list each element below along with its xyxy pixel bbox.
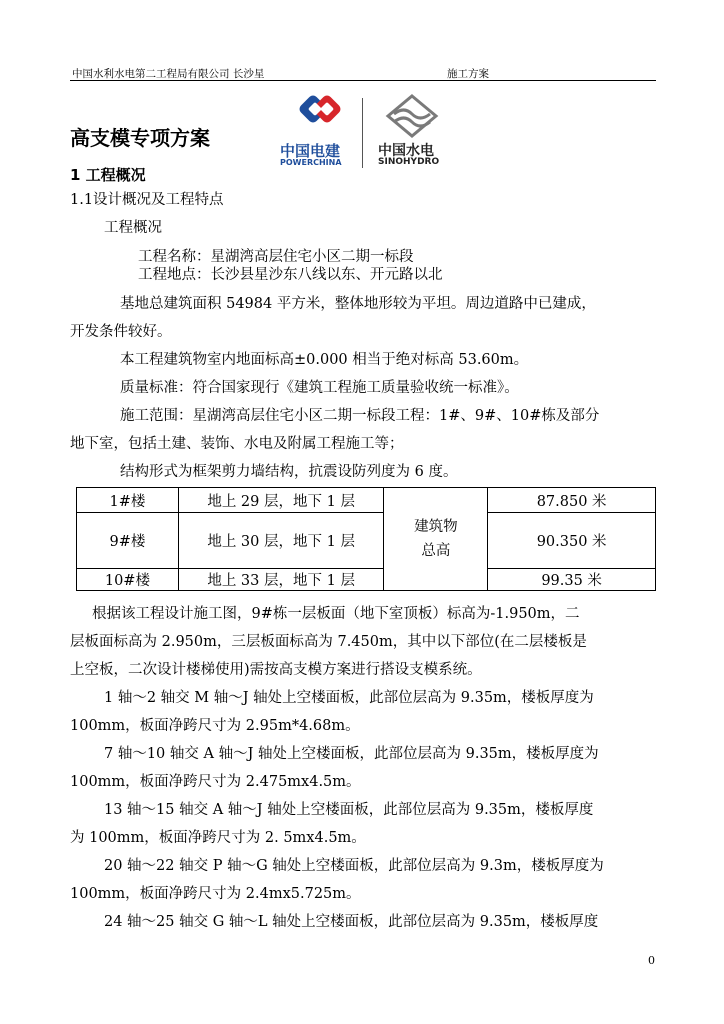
para-design-line2: 层板面标高为 2.950m，三层板面标高为 7.450m，其中以下部位(在二层楼板是	[70, 634, 587, 650]
powerchina-en-text: POWERCHINA	[280, 158, 342, 167]
building-cell: 9#楼	[77, 513, 179, 569]
para-structure: 结构形式为框架剪力墙结构，抗震设防列度为 6 度。	[120, 464, 458, 480]
page-number: 0	[648, 954, 655, 967]
item2-line2: 100mm，板面净跨尺寸为 2.475mx4.5m。	[70, 774, 361, 790]
item4-line1: 20 轴～22 轴交 P 轴～G 轴处上空楼面板，此部位层高为 9.3m，楼板厚度为	[104, 858, 604, 874]
para-scope-line2: 地下室，包括土建、装饰、水电及附属工程施工等；	[70, 436, 404, 452]
para-quality: 质量标准：符合国家现行《建筑工程施工质量验收统一标准》。	[120, 380, 519, 396]
item3-line1: 13 轴～15 轴交 A 轴～J 轴处上空楼面板，此部位层高为 9.35m，楼板厚度	[104, 802, 594, 818]
para-design-line3: 上空板，二次设计楼梯使用)需按高支模方案进行搭设支模系统。	[70, 662, 482, 678]
header-left: 中国水利水电第二工程局有限公司 长沙星	[72, 68, 265, 80]
merged-label-line2: 总高	[421, 543, 451, 559]
table-row	[77, 513, 656, 569]
height-cell: 99.35 米	[488, 569, 656, 591]
merged-height-label	[384, 488, 488, 591]
section-heading-1: 1 工程概况	[70, 166, 146, 184]
building-cell: 10#楼	[77, 569, 179, 591]
building-table	[76, 487, 656, 591]
table-row	[77, 488, 656, 513]
item1-line1: 1 轴～2 轴交 M 轴～J 轴处上空楼面板，此部位层高为 9.35m，楼板厚度为	[104, 690, 594, 706]
project-name: 工程名称：星湖湾高层住宅小区二期一标段	[138, 249, 414, 265]
floors-cell: 地上 29 层，地下 1 层	[178, 488, 384, 513]
sinohydro-mark-icon	[382, 94, 442, 138]
item3-line2: 为 100mm，板面净跨尺寸为 2. 5mx4.5m。	[70, 830, 366, 846]
floors-cell: 地上 33 层，地下 1 层	[178, 569, 384, 591]
section-heading-1-1: 1.1设计概况及工程特点	[70, 192, 224, 208]
building-cell: 1#楼	[77, 488, 179, 513]
item5-line1: 24 轴～25 轴交 G 轴～L 轴处上空楼面板，此部位层高为 9.35m，楼板厚度	[104, 914, 599, 930]
height-cell: 87.850 米	[488, 488, 656, 513]
sinohydro-cn-text: 中国水电	[378, 143, 434, 159]
document-title: 高支模专项方案	[70, 126, 210, 150]
project-location: 工程地点：长沙县星沙东八线以东、开元路以北	[138, 267, 443, 283]
merged-label-line1: 建筑物	[414, 519, 458, 535]
overview-heading: 工程概况	[104, 220, 162, 236]
header-right: 施工方案	[447, 68, 489, 80]
powerchina-cn-text: 中国电建	[280, 142, 341, 160]
item1-line2: 100mm，板面净跨尺寸为 2.95m*4.68m。	[70, 718, 360, 734]
para-design-line1: 根据该工程设计施工图，9#栋一层板面（地下室顶板）标高为-1.950m，二	[92, 606, 580, 622]
floors-cell: 地上 30 层，地下 1 层	[178, 513, 384, 569]
table-row	[77, 569, 656, 591]
item2-line1: 7 轴～10 轴交 A 轴～J 轴处上空楼面板，此部位层高为 9.35m，楼板厚度为	[104, 746, 599, 762]
logo-divider	[362, 98, 363, 168]
height-cell: 90.350 米	[488, 513, 656, 569]
para-area-line2: 开发条件较好。	[70, 324, 172, 340]
item4-line2: 100mm，板面净跨尺寸为 2.4mx5.725m。	[70, 886, 361, 902]
para-elevation: 本工程建筑物室内地面标高±0.000 相当于绝对标高 53.60m。	[120, 352, 529, 368]
sinohydro-logo	[382, 94, 442, 142]
para-scope-line1: 施工范围：星湖湾高层住宅小区二期一标段工程：1#、9#、10#栋及部分	[120, 408, 600, 424]
header-rule	[70, 80, 656, 81]
sinohydro-en-text: SINOHYDRO	[378, 157, 440, 167]
para-area-line1: 基地总建筑面积 54984 平方米，整体地形较为平坦。周边道路中已建成，	[120, 296, 596, 312]
